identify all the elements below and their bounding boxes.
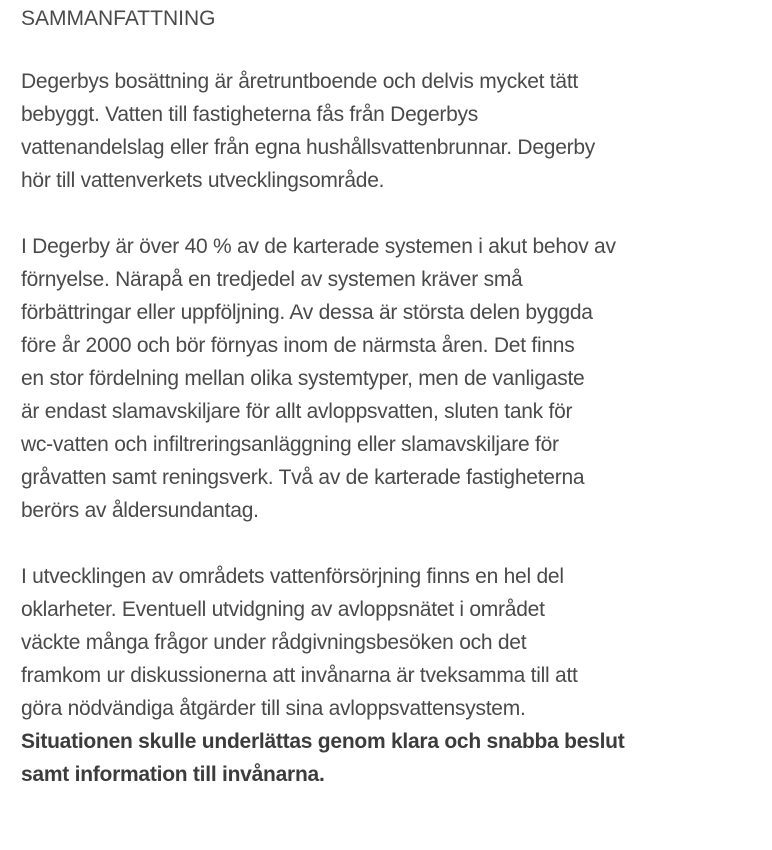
document-body — [21, 5, 761, 824]
paragraph-settlement — [21, 65, 761, 197]
text-line: berörs av åldersundantag. — [21, 499, 259, 522]
text-line: framkom ur diskussionerna att invånarna är tveksamma till att — [21, 664, 578, 687]
text-line: wc-vatten och infiltreringsanläggning eller slamavskiljare för — [21, 433, 559, 456]
conclusion-bold-line: samt information till invånarna. — [21, 763, 325, 786]
text-line: vattenandelslag eller från egna hushållsvattenbrunnar. Degerby — [21, 136, 596, 159]
text-line: är endast slamavskiljare för allt avloppsvatten, sluten tank för — [21, 400, 573, 423]
text-line: före år 2000 och bör förnyas inom de närmsta åren. Det finns — [21, 334, 575, 357]
text-line: oklarheter. Eventuell utvidgning av avloppsnätet i området — [21, 598, 545, 621]
text-line: förbättringar eller uppföljning. Av dessa är största delen byggda — [21, 301, 593, 324]
text-line: förnyelse. Närapå en tredjedel av systemen kräver små — [21, 268, 523, 291]
text-line: I Degerby är över 40 % av de karterade systemen i akut behov av — [21, 235, 616, 258]
text-line: hör till vattenverkets utvecklingsområde. — [21, 169, 385, 192]
conclusion-bold-line: Situationen skulle underlättas genom klara och snabba beslut — [21, 730, 625, 753]
text-line: en stor fördelning mellan olika systemtyper, men de vanligaste — [21, 367, 585, 390]
text-line: göra nödvändiga åtgärder till sina avloppsvattensystem. — [21, 697, 526, 720]
text-line: I utvecklingen av områdets vattenförsörjning finns en hel del — [21, 565, 564, 588]
text-line: Degerbys bosättning är åretruntboende och delvis mycket tätt — [21, 70, 578, 93]
section-heading: SAMMANFATTNING — [21, 7, 216, 30]
paragraph-development — [21, 560, 761, 791]
text-line: bebyggt. Vatten till fastigheterna fås från Degerbys — [21, 103, 479, 126]
text-line: gråvatten samt reningsverk. Två av de karterade fastigheterna — [21, 466, 585, 489]
paragraph-systems — [21, 230, 761, 527]
text-line: väckte många frågor under rådgivningsbesöken och det — [21, 631, 527, 654]
